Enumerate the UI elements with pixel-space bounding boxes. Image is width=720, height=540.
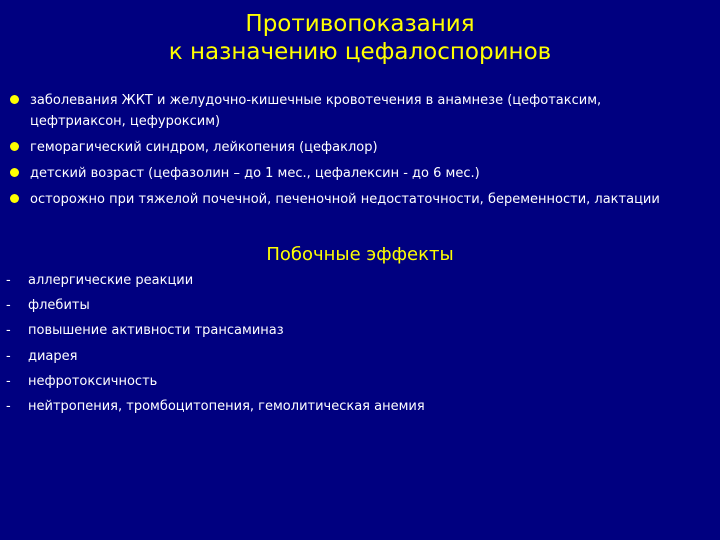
- side-effect-item: [6, 271, 696, 291]
- dash-marker-icon: -: [6, 273, 11, 288]
- side-effect-text: нефротоксичность: [28, 373, 158, 389]
- side-effects-heading: Побочные эффекты: [266, 244, 454, 265]
- dash-marker-icon: -: [6, 373, 11, 389]
- side-effect-item: [6, 321, 696, 341]
- dash-marker-icon: -: [6, 298, 11, 314]
- dash-marker-icon: -: [6, 348, 11, 364]
- contraindication-item: [10, 189, 700, 210]
- contraindication-item: [10, 90, 700, 132]
- slide-title: [0, 10, 720, 66]
- bullet-dot-icon: [10, 142, 19, 151]
- contraindication-text: геморагический синдром, лейкопения (цефаклор): [30, 140, 378, 155]
- contraindication-item: [10, 137, 700, 158]
- contraindication-text: детский возраст (цефазолин – до 1 мес., цефалексин - до 6 мес.): [30, 166, 480, 181]
- slide-title-line-2: к назначению цефалоспоринов: [168, 39, 552, 65]
- bullet-dot-icon: [10, 95, 19, 104]
- dash-marker-icon: -: [6, 323, 11, 339]
- side-effect-text: диарея: [28, 348, 78, 364]
- bullet-dot-icon: [10, 168, 19, 177]
- side-effect-text: нейтропения, тромбоцитопения, гемолитическая анемия: [28, 398, 425, 414]
- dash-marker-icon: -: [6, 398, 11, 414]
- side-effect-text: аллергические реакции: [28, 273, 194, 288]
- side-effect-item: [6, 397, 696, 417]
- contraindications-list: [10, 90, 700, 215]
- slide-title-line-1: Противопоказания: [245, 11, 475, 37]
- side-effect-text: повышение активности трансаминаз: [28, 323, 284, 339]
- bullet-dot-icon: [10, 194, 19, 203]
- side-effect-item: [6, 372, 696, 392]
- side-effect-item: [6, 296, 696, 316]
- side-effect-item: [6, 347, 696, 367]
- side-effects-list: [6, 271, 696, 422]
- contraindication-text: заболевания ЖКТ и желудочно-кишечные кровотечения в анамнезе (цефотаксим, цефтриаксон, цефуроксим): [30, 93, 602, 129]
- contraindication-text: осторожно при тяжелой почечной, печеночной недостаточности, беременности, лактации: [30, 192, 660, 207]
- contraindication-item: [10, 163, 700, 184]
- side-effect-text: флебиты: [28, 298, 90, 314]
